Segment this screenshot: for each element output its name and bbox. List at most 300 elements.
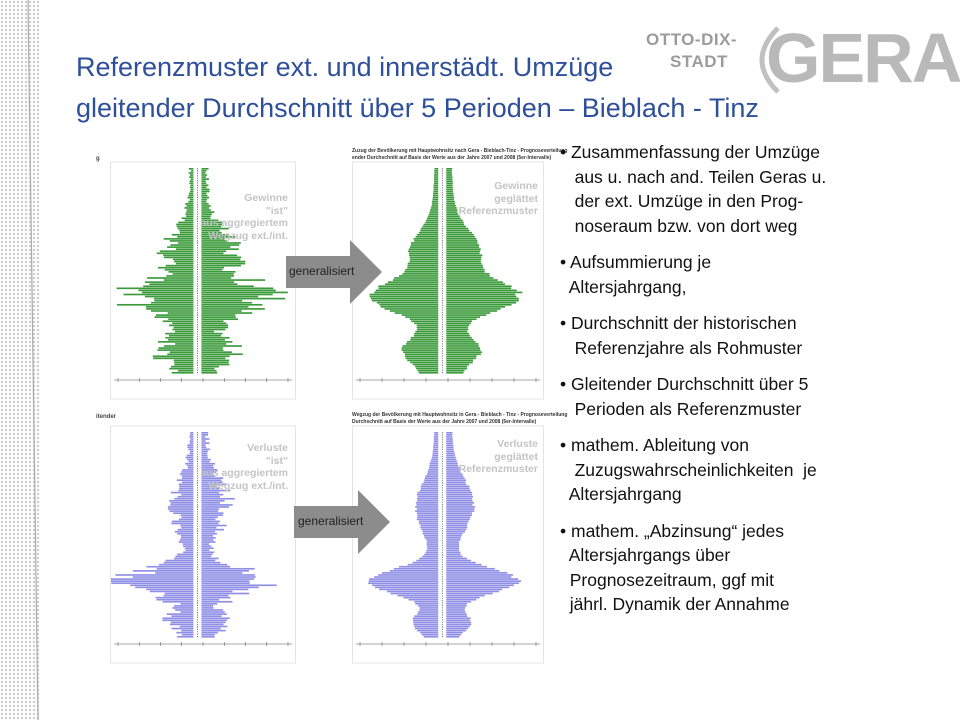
pyramid-bar-right xyxy=(201,549,209,551)
pyramid-bar-right xyxy=(201,516,217,518)
panel-caption: Zuzug der Bevölkerung mit Hauptwohnsitz nach Gera - Bieblach-Tinz - Prognoseverteilung xyxy=(352,148,568,154)
pyramid-bar-left xyxy=(167,353,193,355)
pyramid-bar-right xyxy=(446,580,521,582)
panel-caption: Wegzug der Bevölkerung mit Hauptwohnsitz in Gera - Bieblach - Tinz - Prognoseverteilung xyxy=(352,412,568,418)
pyramid-bar-left xyxy=(426,551,439,553)
pyramid-bar-left xyxy=(434,440,438,442)
pyramid-bar-right xyxy=(446,271,484,273)
pyramid-bar-right xyxy=(446,527,467,529)
pyramid-bar-right xyxy=(446,605,466,607)
pyramid-bar-left xyxy=(115,574,193,576)
pyramid-bar-left xyxy=(391,593,439,595)
pyramid-bar-right xyxy=(201,619,227,621)
pyramid-bar-left xyxy=(164,238,194,240)
pyramid-bar-left xyxy=(163,255,193,257)
pyramid-bar-left xyxy=(146,306,193,308)
bullet-list xyxy=(560,140,952,629)
pyramid-bar-left xyxy=(429,467,438,469)
pyramid-bar-left xyxy=(393,279,438,281)
pyramid-bar-right xyxy=(201,527,216,529)
pyramid-bar-left xyxy=(434,432,438,434)
pyramid-bar-left xyxy=(174,558,193,560)
pyramid-bar-right xyxy=(201,500,224,502)
pyramid-bar-left xyxy=(167,613,194,615)
pyramid-bar-left xyxy=(182,475,194,477)
pyramid-bar-left xyxy=(185,203,193,205)
pyramid-bar-left xyxy=(190,187,194,189)
pyramid-bar-right xyxy=(446,461,457,463)
pyramid-bar-left xyxy=(110,578,193,580)
pyramid-bar-right xyxy=(446,539,460,541)
pyramid-bar-right xyxy=(446,599,476,601)
pyramid-bar-left xyxy=(181,516,193,518)
pyramid-bar-right xyxy=(446,593,493,595)
overlay-line: "ist" xyxy=(265,454,288,467)
pyramid-bar-left xyxy=(394,568,438,570)
pyramid-bar-left xyxy=(430,463,439,465)
pyramid-bar-left xyxy=(407,360,438,362)
pyramid-bar-left xyxy=(169,335,193,337)
pyramid-bar-right xyxy=(201,184,208,186)
pyramid-bar-right xyxy=(201,556,211,558)
pyramid-bar-left xyxy=(429,465,438,467)
pyramid-bar-right xyxy=(446,215,459,217)
pyramid-bar-left xyxy=(149,283,193,285)
pyramid-bar-right xyxy=(201,624,223,626)
pyramid-bar-left xyxy=(156,314,193,316)
pyramid-bar-left xyxy=(432,203,438,205)
pyramid-bar-left xyxy=(415,366,438,368)
pyramid-bar-right xyxy=(201,574,254,576)
pyramid-bar-left xyxy=(177,226,194,228)
pyramid-bar-right xyxy=(201,242,240,244)
pyramid-bar-right xyxy=(201,628,220,630)
pyramid-bar-right xyxy=(446,543,459,545)
pyramid-bar-left xyxy=(177,636,193,638)
pyramid-bar-right xyxy=(446,368,467,370)
pyramid-bar-left xyxy=(172,628,194,630)
pyramid-bar-left xyxy=(158,341,193,343)
pyramid-bar-right xyxy=(446,201,455,203)
pyramid-bar-right xyxy=(446,494,472,496)
pyramid-bar-right xyxy=(201,358,225,360)
pyramid-bar-right xyxy=(201,320,223,322)
pyramid-bar-left xyxy=(417,329,438,331)
pyramid-bar-right xyxy=(201,275,234,277)
pyramid-bar-right xyxy=(446,572,507,574)
pyramid-bar-right xyxy=(446,533,462,535)
pyramid-bar-left xyxy=(414,615,438,617)
pyramid-bar-left xyxy=(180,232,194,234)
pyramid-bar-left xyxy=(413,617,439,619)
pyramid-bar-right xyxy=(446,232,472,234)
pyramid-bar-left xyxy=(178,529,194,531)
pyramid-bar-right xyxy=(201,290,275,292)
pyramid-bar-left xyxy=(417,630,438,632)
pyramid-bar-right xyxy=(446,316,480,318)
pyramid-bar-right xyxy=(446,189,453,191)
pyramid-bar-right xyxy=(201,521,220,523)
bullet-item: • Zusammenfassung der Umzüge aus u. nach and. Teilen Geras u. der ext. Umzüge in den Prog- noseraum bzw. von dort weg xyxy=(560,142,827,236)
pyramid-bar-left xyxy=(369,580,438,582)
pyramid-bar-left xyxy=(432,205,439,207)
pyramid-bar-left xyxy=(378,285,438,287)
pyramid-bar-right xyxy=(201,626,227,628)
pyramid-bar-right xyxy=(446,250,480,252)
pyramid-bar-left xyxy=(414,238,439,240)
pyramid-bar-left xyxy=(416,502,438,504)
pyramid-bar-left xyxy=(160,250,194,252)
pyramid-bar-right xyxy=(446,624,471,626)
pyramid-bar-right xyxy=(446,486,469,488)
pyramid-bar-left xyxy=(138,290,193,292)
pyramid-bar-left xyxy=(181,527,193,529)
pyramid-bar-left xyxy=(409,252,438,254)
pyramid-bar-left xyxy=(145,296,194,298)
pyramid-bar-right xyxy=(201,279,265,281)
pyramid-bar-right xyxy=(446,329,468,331)
pyramid-bar-right xyxy=(446,448,453,450)
pyramid-bar-left xyxy=(174,360,194,362)
pyramid-bar-left xyxy=(433,453,439,455)
pyramid-bar-right xyxy=(201,595,228,597)
pyramid-bar-right xyxy=(446,628,468,630)
pyramid-bar-left xyxy=(427,547,438,549)
pyramid-bar-right xyxy=(446,238,476,240)
pyramid-bar-right xyxy=(446,541,459,543)
pyramid-bar-left xyxy=(133,570,194,572)
pyramid-bar-right xyxy=(446,323,471,325)
pyramid-bar-right xyxy=(446,255,482,257)
pyramid-bar-right xyxy=(446,252,479,254)
pyramid-bar-right xyxy=(201,622,225,624)
pyramid-bar-right xyxy=(201,366,219,368)
pyramid-bar-right xyxy=(201,370,216,372)
pyramid-bar-right xyxy=(446,187,453,189)
pyramid-bar-left xyxy=(178,242,193,244)
pyramid-bar-right xyxy=(201,630,225,632)
panel-corner-label: itender xyxy=(96,414,117,420)
pyramid-bar-left xyxy=(390,310,438,312)
pyramid-bar-right xyxy=(446,619,470,621)
pyramid-bar-right xyxy=(446,535,461,537)
pyramid-bar-right xyxy=(446,597,479,599)
pyramid-bar-left xyxy=(156,597,194,599)
pyramid-bar-right xyxy=(201,248,238,250)
pyramid-bar-left xyxy=(407,341,438,343)
pyramid-bar-right xyxy=(446,257,481,259)
pyramid-bar-left xyxy=(177,479,194,481)
pyramid-bar-left xyxy=(189,172,194,174)
pyramid-bar-left xyxy=(417,325,439,327)
pyramid-bar-left xyxy=(177,236,193,238)
pyramid-bar-left xyxy=(425,222,438,224)
pyramid-bar-left xyxy=(178,222,193,224)
pyramid-bar-right xyxy=(446,228,468,230)
pyramid-bar-left xyxy=(415,603,438,605)
pyramid-bar-left xyxy=(165,269,194,271)
pyramid-bar-right xyxy=(446,549,459,551)
pyramid-bar-left xyxy=(425,477,438,479)
pyramid-bar-left xyxy=(402,347,439,349)
pyramid-bar-left xyxy=(180,514,193,516)
pyramid-bar-right xyxy=(446,234,474,236)
pyramid-bar-left xyxy=(409,255,438,257)
pyramid-bar-left xyxy=(417,508,438,510)
pyramid-bar-left xyxy=(417,514,438,516)
panel-caption: ender Durchschnitt auf Basis der Werte aus der Jahre 2007 und 2008 (5er-Intervalle) xyxy=(352,155,552,161)
pyramid-bar-left xyxy=(403,597,438,599)
pyramid-bar-right xyxy=(201,551,214,553)
pyramid-bar-left xyxy=(175,331,193,333)
pyramid-bar-right xyxy=(446,451,454,453)
pyramid-bar-left xyxy=(190,438,193,440)
pyramid-bar-right xyxy=(201,578,254,580)
pyramid-bar-left xyxy=(414,323,438,325)
pyramid-bar-left xyxy=(171,366,193,368)
pyramid-bar-right xyxy=(201,589,248,591)
pyramid-bar-left xyxy=(176,263,194,265)
pyramid-bar-left xyxy=(427,473,438,475)
pyramid-bar-left xyxy=(381,306,439,308)
pyramid-bar-left xyxy=(407,265,438,267)
pyramid-bar-left xyxy=(173,273,194,275)
pyramid-bar-right xyxy=(446,554,460,556)
pyramid-bar-left xyxy=(405,269,438,271)
panel-overlay-label xyxy=(459,438,538,476)
pyramid-bar-right xyxy=(446,213,458,215)
pyramid-bar-right xyxy=(201,582,249,584)
pyramid-bar-right xyxy=(446,531,465,533)
pyramid-bar-left xyxy=(417,500,438,502)
pyramid-bar-right xyxy=(446,259,481,261)
pyramid-bar-right xyxy=(446,496,473,498)
pyramid-bar-left xyxy=(413,364,438,366)
pyramid-bar-right xyxy=(446,283,505,285)
pyramid-bar-right xyxy=(446,246,479,248)
pyramid-bar-right xyxy=(201,560,215,562)
pyramid-bar-right xyxy=(446,564,481,566)
pyramid-bar-left xyxy=(181,535,194,537)
bullet-item: • mathem. Ableitung von Zuzugswahrscheinlichkeiten je Altersjahrgang xyxy=(560,435,817,504)
pyramid-bar-left xyxy=(402,345,438,347)
pyramid-bar-left xyxy=(185,463,193,465)
pyramid-bar-right xyxy=(201,607,213,609)
pyramid-bar-right xyxy=(201,543,209,545)
pyramid-bar-left xyxy=(418,370,439,372)
pyramid-bar-right xyxy=(201,568,254,570)
pyramid-bar-left xyxy=(425,475,438,477)
pyramid-bar-left xyxy=(410,257,439,259)
pyramid-bar-right xyxy=(446,306,505,308)
pyramid-bar-right xyxy=(201,351,231,353)
pyramid-bar-left xyxy=(422,484,439,486)
pyramid-bar-right xyxy=(446,205,456,207)
pyramid-bar-right xyxy=(446,312,490,314)
pyramid-bar-left xyxy=(176,248,193,250)
pyramid-bar-right xyxy=(201,554,212,556)
pyramid-bar-left xyxy=(185,220,194,222)
pyramid-bar-right xyxy=(201,300,242,302)
overlay-line: aus aggregiertem xyxy=(200,467,288,479)
pyramid-bar-left xyxy=(408,263,439,265)
pyramid-bar-left xyxy=(418,492,439,494)
pyramid-bar-left xyxy=(189,176,193,178)
pyramid-bar-left xyxy=(178,490,193,492)
pyramid-bar-left xyxy=(433,451,439,453)
pyramid-bar-left xyxy=(419,609,438,611)
pyramid-bar-right xyxy=(446,370,464,372)
pyramid-bar-left xyxy=(418,611,438,613)
pyramid-bar-right xyxy=(446,174,452,176)
pyramid-bar-left xyxy=(183,543,194,545)
pyramid-bar-left xyxy=(174,327,194,329)
pyramid-bar-left xyxy=(416,560,438,562)
pyramid-bar-right xyxy=(446,343,478,345)
logo-text-gera: GERA xyxy=(766,19,960,97)
pyramid-bar-left xyxy=(427,217,438,219)
pyramid-bar-left xyxy=(417,234,438,236)
gera-logo xyxy=(640,19,960,97)
pyramid-bar-right xyxy=(446,273,489,275)
pyramid-bar-left xyxy=(147,277,193,279)
pyramid-bar-right xyxy=(446,607,465,609)
pyramid-bar-right xyxy=(201,314,235,316)
pyramid-bar-left xyxy=(432,457,438,459)
pyramid-bar-left xyxy=(183,545,193,547)
pyramid-bar-left xyxy=(402,273,438,275)
pyramid-bar-right xyxy=(446,279,498,281)
pyramid-bar-left xyxy=(180,473,193,475)
pyramid-bar-right xyxy=(446,589,502,591)
pyramid-bar-left xyxy=(432,455,438,457)
pyramid-bar-right xyxy=(201,259,240,261)
pyramid-bar-left xyxy=(420,490,438,492)
pyramid-bar-right xyxy=(446,347,480,349)
panel-overlay-label xyxy=(459,180,538,218)
pyramid-bar-left xyxy=(416,236,439,238)
pyramid-bar-left xyxy=(181,494,193,496)
pyramid-bar-left xyxy=(377,302,438,304)
pyramid-bar-right xyxy=(201,271,235,273)
pyramid-bar-left xyxy=(410,246,438,248)
pyramid-bar-left xyxy=(434,178,438,180)
pyramid-bar-left xyxy=(176,632,193,634)
pyramid-bar-left xyxy=(162,619,193,621)
pyramid-bar-left xyxy=(410,318,439,320)
pyramid-bar-left xyxy=(420,632,438,634)
pyramid-bar-left xyxy=(406,343,438,345)
pyramid-bar-left xyxy=(417,519,438,521)
pyramid-bar-right xyxy=(446,337,472,339)
pyramid-bar-left xyxy=(151,302,193,304)
pyramid-bar-right xyxy=(201,436,205,438)
pyramid-bar-left xyxy=(146,589,193,591)
pyramid-bar-left xyxy=(191,184,194,186)
pyramid-bar-left xyxy=(408,564,439,566)
pyramid-bar-right xyxy=(446,335,470,337)
pyramid-bar-left xyxy=(384,308,438,310)
pyramid-bar-right xyxy=(446,176,452,178)
pyramid-bar-left xyxy=(180,603,193,605)
pyramid-bar-right xyxy=(201,545,211,547)
pyramid-bar-left xyxy=(422,556,438,558)
pyramid-bar-right xyxy=(201,523,218,525)
pyramid-bar-left xyxy=(187,209,194,211)
pyramid-bar-right xyxy=(201,558,218,560)
pyramid-bar-right xyxy=(446,442,453,444)
pyramid-bar-right xyxy=(446,345,478,347)
pyramid-bar-right xyxy=(201,587,258,589)
decorative-diagonal-line xyxy=(0,0,40,720)
pyramid-bar-right xyxy=(201,292,287,294)
pyramid-bar-left xyxy=(179,484,194,486)
pyramid-bar-right xyxy=(201,634,214,636)
slide-subtitle: gleitender Durchschnitt über 5 Perioden – Bieblach - Tinz xyxy=(76,93,759,123)
pyramid-bar-left xyxy=(419,372,438,374)
pyramid-bar-right xyxy=(446,500,472,502)
pyramid-bar-right xyxy=(446,551,460,553)
pyramid-bar-left xyxy=(163,320,194,322)
pyramid-bar-right xyxy=(201,636,214,638)
pyramid-bar-right xyxy=(446,211,457,213)
pyramid-bar-right xyxy=(201,327,228,329)
pyramid-bar-left xyxy=(171,622,194,624)
pyramid-bar-right xyxy=(201,257,241,259)
pyramid-bar-right xyxy=(446,230,469,232)
pyramid-bar-left xyxy=(158,347,193,349)
pyramid-bar-left xyxy=(410,339,438,341)
pyramid-bar-left xyxy=(191,189,194,191)
pyramid-bar-left xyxy=(187,446,193,448)
pyramid-bar-right xyxy=(201,312,252,314)
pyramid-bar-left xyxy=(423,533,438,535)
pyramid-bar-left xyxy=(174,364,193,366)
pyramid-bar-left xyxy=(411,320,438,322)
pyramid-bar-left xyxy=(172,323,193,325)
panel-overlay-label xyxy=(200,192,288,242)
overlay-line: Referenzmuster xyxy=(458,463,538,475)
pyramid-bar-right xyxy=(446,459,456,461)
pyramid-bar-left xyxy=(173,259,193,261)
pyramid-bar-right xyxy=(446,519,470,521)
pyramid-bar-right xyxy=(446,479,466,481)
pyramid-bar-right xyxy=(201,434,208,436)
pyramid-bar-left xyxy=(424,481,439,483)
pyramid-bar-right xyxy=(201,539,213,541)
pyramid-bar-left xyxy=(408,599,438,601)
pyramid-bar-left xyxy=(135,587,193,589)
pyramid-bar-left xyxy=(434,436,438,438)
pyramid-bar-right xyxy=(446,440,453,442)
overlay-line: Wegzug ext./int. xyxy=(208,479,288,492)
pyramid-bar-right xyxy=(446,457,455,459)
pyramid-bar-right xyxy=(201,372,217,374)
pyramid-bar-right xyxy=(446,626,470,628)
pyramid-bar-right xyxy=(446,609,464,611)
pyramid-bar-left xyxy=(375,587,438,589)
pyramid-bar-right xyxy=(201,576,255,578)
pyramid-bar-left xyxy=(179,230,193,232)
bullet-item: • mathem. „Abzinsung“ jedes Altersjahrgangs über Prognosezeitraum, ggf mit jährl. Dynamik der Annahme xyxy=(560,520,790,614)
pyramid-bar-left xyxy=(417,512,438,514)
pyramid-bar-left xyxy=(433,195,438,197)
pyramid-bar-right xyxy=(201,308,264,310)
pyramid-bar-left xyxy=(165,333,193,335)
logo-text-otto-dix: OTTO-DIX- xyxy=(646,30,738,49)
pyramid-bar-left xyxy=(186,211,193,213)
pyramid-bar-right xyxy=(446,318,476,320)
